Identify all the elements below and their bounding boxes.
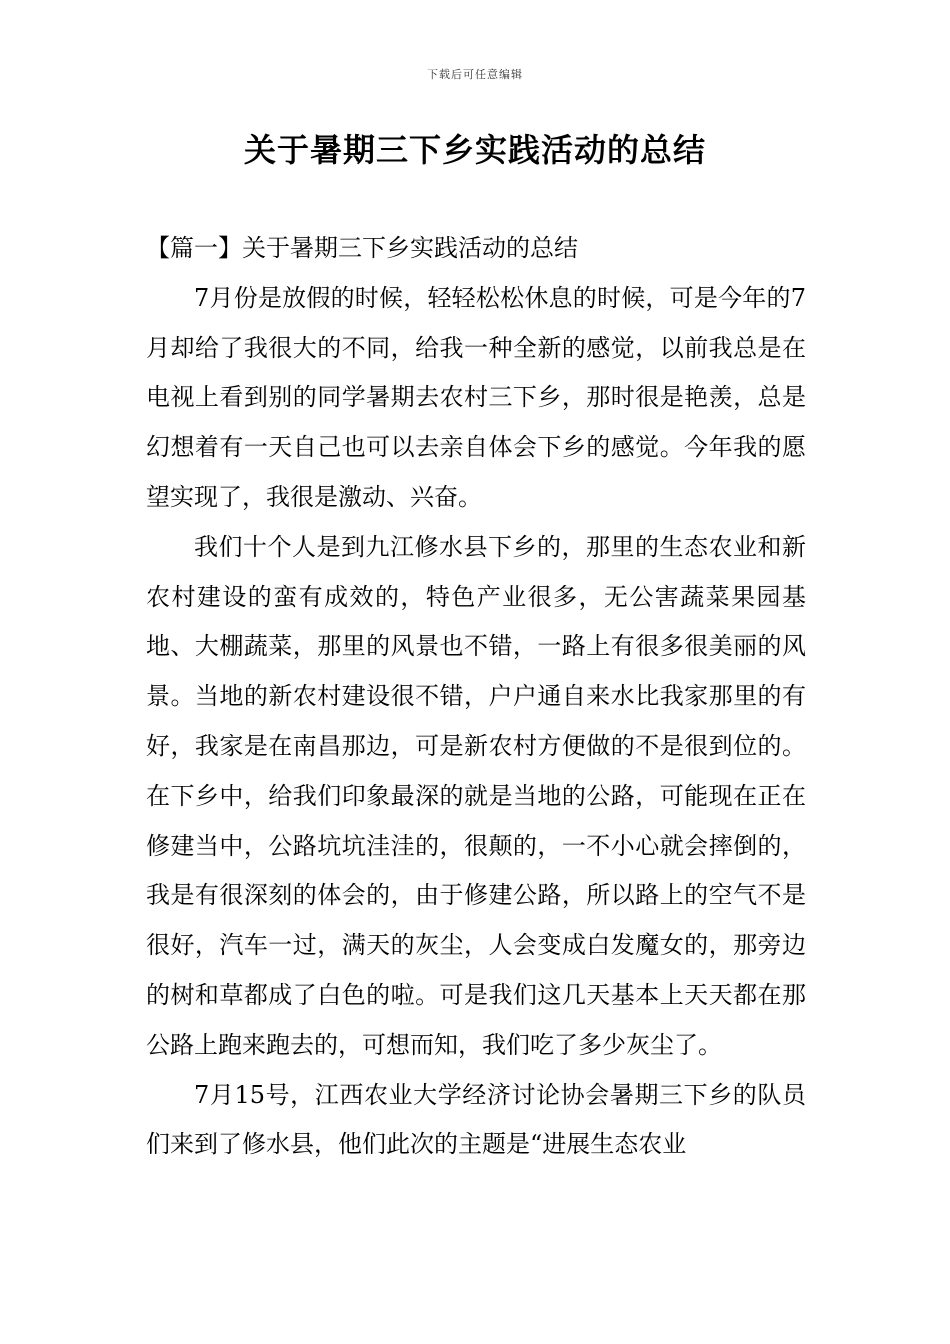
header-note: 下载后可任意编辑 <box>427 68 523 81</box>
paragraph-1: 7月份是放假的时候，轻轻松松休息的时候，可是今年的7月却给了我很大的不同，给我一种全新的感觉，以前我总是在电视上看到别的同学暑期去农村三下乡，那时很是艳羡，总是幻想着有一天自己也可以去亲自体会下乡的感觉。今年我的愿望实现了，我很是激动、兴奋。 <box>146 283 806 511</box>
document-body <box>146 224 806 1170</box>
document-title: 关于暑期三下乡实践活动的总结 <box>243 131 706 169</box>
paragraph-3: 7月15号，江西农业大学经济讨论协会暑期三下乡的队员们来到了修水县，他们此次的主题是“进展生态农业 <box>146 1080 806 1159</box>
paragraph-2: 我们十个人是到九江修水县下乡的，那里的生态农业和新农村建设的蛮有成效的，特色产业很多，无公害蔬菜果园基地、大棚蔬菜，那里的风景也不错，一路上有很多很美丽的风景。当地的新农村建设很不错，户户通自来水比我家那里的有好，我家是在南昌那边，可是新农村方便做的不是很到位的。在下乡中，给我们印象最深的就是当地的公路，可能现在正在修建当中，公路坑坑洼洼的，很颠的，一不小心就会摔倒的，我是有很深刻的体会的，由于修建公路，所以路上的空气不是很好，汽车一过，满天的灰尘，人会变成白发魔女的，那旁边的树和草都成了白色的啦。可是我们这几天基本上天天都在那公路上跑来跑去的，可想而知，我们吃了多少灰尘了。 <box>146 532 806 1059</box>
section-heading: 【篇一】关于暑期三下乡实践活动的总结 <box>146 234 578 262</box>
